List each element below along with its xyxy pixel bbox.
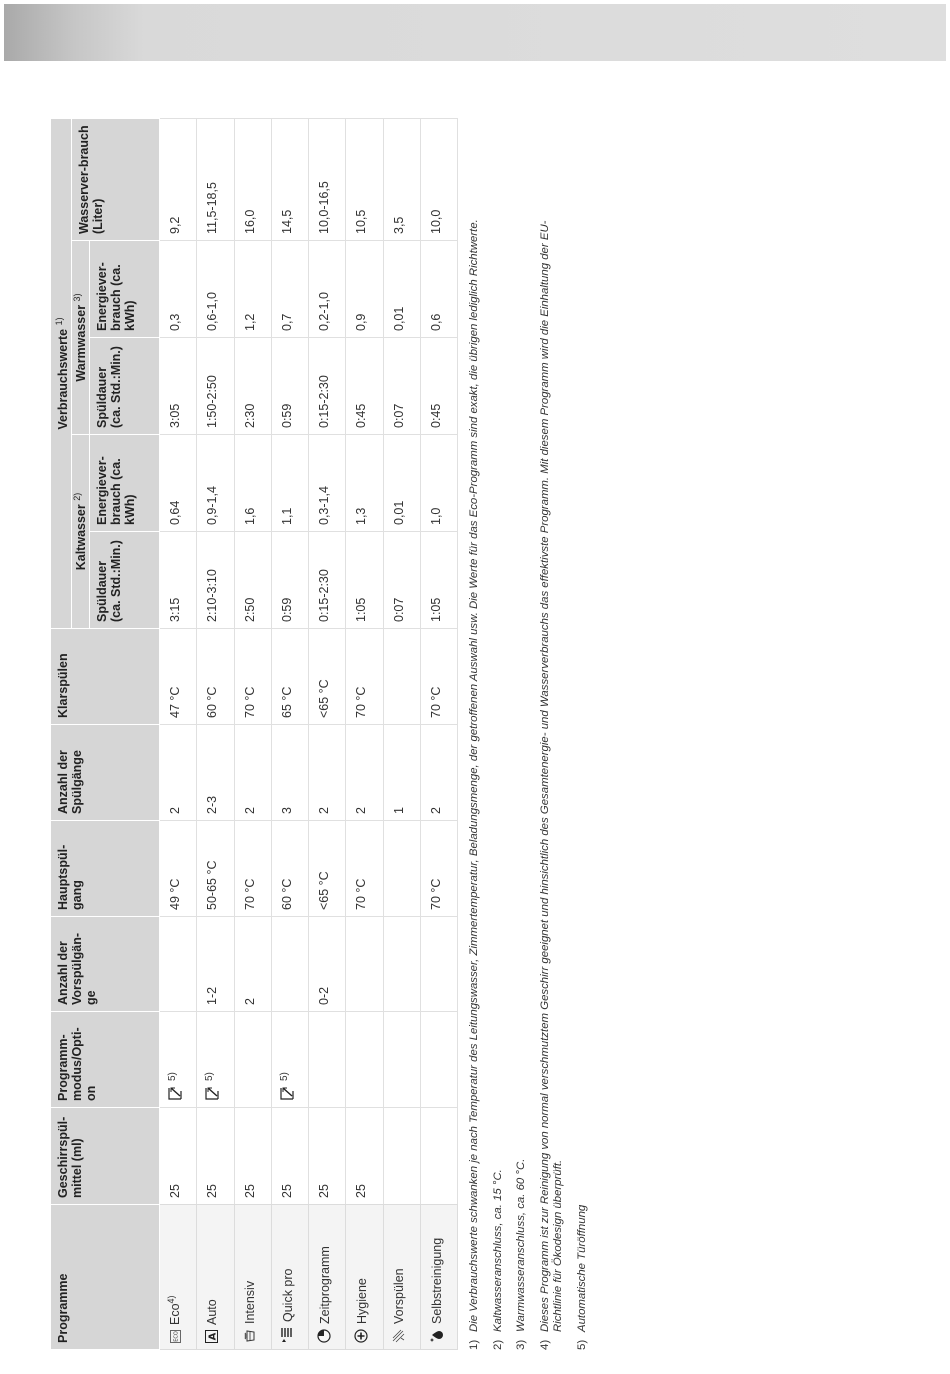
- cell-cold-energy: 0,3-1,4: [309, 435, 346, 532]
- cell-cold-energy: 1,3: [346, 435, 383, 532]
- footnote: [515, 110, 529, 1350]
- cell-detergent: 25: [234, 1108, 271, 1205]
- footnote: [492, 110, 506, 1350]
- cell-prewash: 1-2: [197, 917, 234, 1012]
- cell-warm-duration: 0:45: [346, 338, 383, 435]
- header-prewash-count: Anzahl der Vorspülgän-ge: [51, 917, 160, 1012]
- cell-warm-energy: 0,2-1,0: [309, 241, 346, 338]
- cell-cold-duration: 0:15-2:30: [309, 532, 346, 629]
- cell-mode: [271, 1012, 308, 1108]
- header-consumption: [51, 118, 72, 628]
- programme-cell: [346, 1205, 383, 1350]
- cell-detergent: 25: [160, 1108, 197, 1205]
- programme-name: Vorspülen: [391, 1268, 406, 1324]
- cell-warm-duration: 0:45: [421, 338, 458, 435]
- footnote-text: Kaltwasseranschluss, ca. 15 °C.: [491, 1169, 504, 1332]
- rotated-page-content: [50, 110, 950, 1350]
- cell-rinses: 1: [383, 725, 420, 821]
- table-row: [346, 118, 383, 1349]
- cell-warm-energy: 1,2: [234, 241, 271, 338]
- footnote-number: 1): [468, 1339, 481, 1350]
- cell-detergent: 25: [271, 1108, 308, 1205]
- cell-cold-duration: 2:10-3:10: [197, 532, 234, 629]
- cell-cold-energy: 0,01: [383, 435, 420, 532]
- header-rinse-count: Anzahl der Spülgänge: [51, 725, 160, 821]
- cell-cold-duration: 2:50: [234, 532, 271, 629]
- header-warm-water-note: 3): [71, 293, 82, 302]
- table-row: [309, 118, 346, 1349]
- programme-cell: [234, 1205, 271, 1350]
- programme-name: Auto: [205, 1299, 220, 1325]
- programme-name: Quick pro: [280, 1268, 295, 1322]
- cell-warm-duration: 2:30: [234, 338, 271, 435]
- cell-rinses: 2: [160, 725, 197, 821]
- table-row: [234, 118, 271, 1349]
- cell-water: 11,5-18,5: [197, 118, 234, 240]
- cell-main-wash: [383, 821, 420, 917]
- header-cold-water: [72, 435, 90, 629]
- cell-main-wash: 60 °C: [271, 821, 308, 917]
- header-warm-energy: Energiever-brauch (ca. kWh): [90, 241, 160, 338]
- programme-note: 4): [165, 1295, 176, 1304]
- cell-cold-duration: 0:59: [271, 532, 308, 629]
- header-consumption-label: Verbrauchswerte: [56, 328, 70, 430]
- cell-prewash: 2: [234, 917, 271, 1012]
- header-row-1: [51, 118, 72, 1349]
- cell-mode: [160, 1012, 197, 1108]
- cell-prewash: [271, 917, 308, 1012]
- mode-note: 5): [204, 1072, 216, 1081]
- table-row: [421, 118, 458, 1349]
- table-row: [271, 118, 308, 1349]
- cell-mode: [421, 1012, 458, 1108]
- cell-water: 9,2: [160, 118, 197, 240]
- cell-clear-rinse: 47 °C: [160, 629, 197, 725]
- quick-pro-icon: [280, 1327, 297, 1343]
- header-water: Wasserver-brauch (Liter): [72, 118, 160, 240]
- programme-cell: [160, 1205, 197, 1350]
- footnote: [468, 110, 482, 1350]
- cell-clear-rinse: 70 °C: [421, 629, 458, 725]
- header-mode: Programm-modus/Opti-on: [51, 1012, 160, 1108]
- cell-water: 10,0-16,5: [309, 118, 346, 240]
- cell-prewash: 0-2: [309, 917, 346, 1012]
- footnote: [539, 110, 566, 1350]
- cell-rinses: 2-3: [197, 725, 234, 821]
- cell-rinses: 3: [271, 725, 308, 821]
- programme-name: Zeitprogramm: [318, 1246, 333, 1324]
- cell-cold-duration: 1:05: [346, 532, 383, 629]
- cell-warm-energy: 0,6-1,0: [197, 241, 234, 338]
- cell-clear-rinse: 70 °C: [346, 629, 383, 725]
- header-clear-rinse: Klarspülen: [51, 629, 160, 725]
- timer-icon: [317, 1329, 334, 1343]
- self-clean-icon: [429, 1329, 446, 1343]
- cell-water: 10,0: [421, 118, 458, 240]
- cell-warm-energy: 0,3: [160, 241, 197, 338]
- header-detergent: Geschirrspül-mittel (ml): [51, 1108, 160, 1205]
- programme-name: Eco: [168, 1303, 182, 1325]
- cell-rinses: 2: [309, 725, 346, 821]
- header-warm-water: [72, 241, 90, 435]
- programme-name: Hygiene: [355, 1278, 370, 1324]
- auto-icon: [205, 1330, 221, 1343]
- footnotes: [468, 110, 589, 1350]
- header-cold-duration: Spüldauer (ca. Std.:Min.): [90, 532, 160, 629]
- header-cold-water-note: 2): [71, 492, 82, 501]
- cell-warm-duration: 0:15-2:30: [309, 338, 346, 435]
- door-open-icon: [205, 1085, 222, 1101]
- header-main-wash: Hauptspül-gang: [51, 821, 160, 917]
- programme-cell: [309, 1205, 346, 1350]
- cell-clear-rinse: 65 °C: [271, 629, 308, 725]
- footnote-text: Dieses Programm ist zur Reinigung von normal verschmutztem Geschirr geeignet und hinsichtlich des Gesamtenergie- und Wasserverbrauchs das effektivste Programm. Mit diesem Programm wird die Einhaltung der EU-Richtlinie für Ökodesign überprüft.: [538, 220, 565, 1332]
- cell-cold-energy: 1,6: [234, 435, 271, 532]
- cell-prewash: [346, 917, 383, 1012]
- footnote-text: Die Verbrauchswerte schwanken je nach Temperatur des Leitungswasser, Zimmertemperatur, Beladungsmenge, der getroffenen Auswahl usw. Die Werte für das Eco-Programm sind exakt, die übrigen lediglich Richtwerte.: [468, 219, 481, 1332]
- cell-main-wash: 49 °C: [160, 821, 197, 917]
- cell-prewash: [421, 917, 458, 1012]
- door-open-icon: [168, 1085, 185, 1101]
- footnote-text: Warmwasseranschluss, ca. 60 °C.: [515, 1158, 528, 1332]
- intensive-icon: [244, 1329, 259, 1343]
- cell-cold-duration: 1:05: [421, 532, 458, 629]
- cell-cold-energy: 1,1: [271, 435, 308, 532]
- page-header-bar: [4, 4, 946, 61]
- cell-mode: [197, 1012, 234, 1108]
- table-row: [160, 118, 197, 1349]
- cell-main-wash: 70 °C: [421, 821, 458, 917]
- header-cold-water-label: Kaltwasser: [74, 504, 88, 571]
- programme-cell: [271, 1205, 308, 1350]
- programme-cell: [197, 1205, 234, 1350]
- cell-prewash: [383, 917, 420, 1012]
- cell-cold-energy: 0,64: [160, 435, 197, 532]
- cell-clear-rinse: <65 °C: [309, 629, 346, 725]
- hygiene-icon: [354, 1329, 371, 1343]
- cell-detergent: [421, 1108, 458, 1205]
- mode-note: 5): [278, 1072, 290, 1081]
- programme-cell: [421, 1205, 458, 1350]
- header-consumption-note: 1): [53, 317, 64, 326]
- cell-water: 3,5: [383, 118, 420, 240]
- cell-rinses: 2: [234, 725, 271, 821]
- cell-main-wash: 50-65 °C: [197, 821, 234, 917]
- cell-warm-energy: 0,6: [421, 241, 458, 338]
- cell-clear-rinse: 60 °C: [197, 629, 234, 725]
- cell-water: 16,0: [234, 118, 271, 240]
- footnote: [576, 110, 590, 1350]
- footnote-number: 5): [575, 1339, 588, 1350]
- pre-rinse-icon: [392, 1329, 408, 1343]
- eco-icon: [170, 1330, 184, 1343]
- header-warm-duration: Spüldauer (ca. Std.:Min.): [90, 338, 160, 435]
- cell-clear-rinse: 70 °C: [234, 629, 271, 725]
- table-row: [383, 118, 420, 1349]
- footnote-number: 3): [515, 1339, 528, 1350]
- cell-detergent: [383, 1108, 420, 1205]
- cell-warm-energy: 0,7: [271, 241, 308, 338]
- cell-rinses: 2: [346, 725, 383, 821]
- programme-name: Intensiv: [242, 1280, 257, 1324]
- cell-main-wash: <65 °C: [309, 821, 346, 917]
- footnote-number: 4): [538, 1339, 551, 1350]
- cell-detergent: 25: [197, 1108, 234, 1205]
- door-open-icon: [280, 1085, 297, 1101]
- svg-text:ECO: ECO: [173, 1331, 180, 1342]
- cell-main-wash: 70 °C: [234, 821, 271, 917]
- cell-mode: [383, 1012, 420, 1108]
- svg-text:A: A: [207, 1332, 219, 1341]
- cell-warm-duration: 1:50-2:50: [197, 338, 234, 435]
- cell-cold-duration: 3:15: [160, 532, 197, 629]
- cell-clear-rinse: [383, 629, 420, 725]
- cell-water: 10,5: [346, 118, 383, 240]
- table-row: [197, 118, 234, 1349]
- cell-main-wash: 70 °C: [346, 821, 383, 917]
- footnote-number: 2): [491, 1339, 504, 1350]
- consumption-table: [50, 118, 458, 1350]
- cell-warm-energy: 0,01: [383, 241, 420, 338]
- cell-detergent: 25: [309, 1108, 346, 1205]
- header-warm-water-label: Warmwasser: [74, 304, 88, 382]
- header-cold-energy: Energiever-brauch (ca. kWh): [90, 435, 160, 532]
- programme-name: Selbstreinigung: [430, 1237, 445, 1324]
- cell-detergent: 25: [346, 1108, 383, 1205]
- cell-rinses: 2: [421, 725, 458, 821]
- mode-note: 5): [166, 1072, 178, 1081]
- cell-mode: [309, 1012, 346, 1108]
- cell-warm-duration: 0:07: [383, 338, 420, 435]
- cell-cold-energy: 1,0: [421, 435, 458, 532]
- cell-cold-duration: 0:07: [383, 532, 420, 629]
- cell-mode: [346, 1012, 383, 1108]
- programme-cell: [383, 1205, 420, 1350]
- cell-warm-duration: 0:59: [271, 338, 308, 435]
- cell-water: 14,5: [271, 118, 308, 240]
- cell-warm-energy: 0,9: [346, 241, 383, 338]
- footnote-text: Automatische Türöffnung: [575, 1204, 588, 1332]
- header-programme: Programme: [51, 1205, 160, 1350]
- cell-warm-duration: 3:05: [160, 338, 197, 435]
- cell-cold-energy: 0,9-1,4: [197, 435, 234, 532]
- cell-mode: [234, 1012, 271, 1108]
- cell-prewash: [160, 917, 197, 1012]
